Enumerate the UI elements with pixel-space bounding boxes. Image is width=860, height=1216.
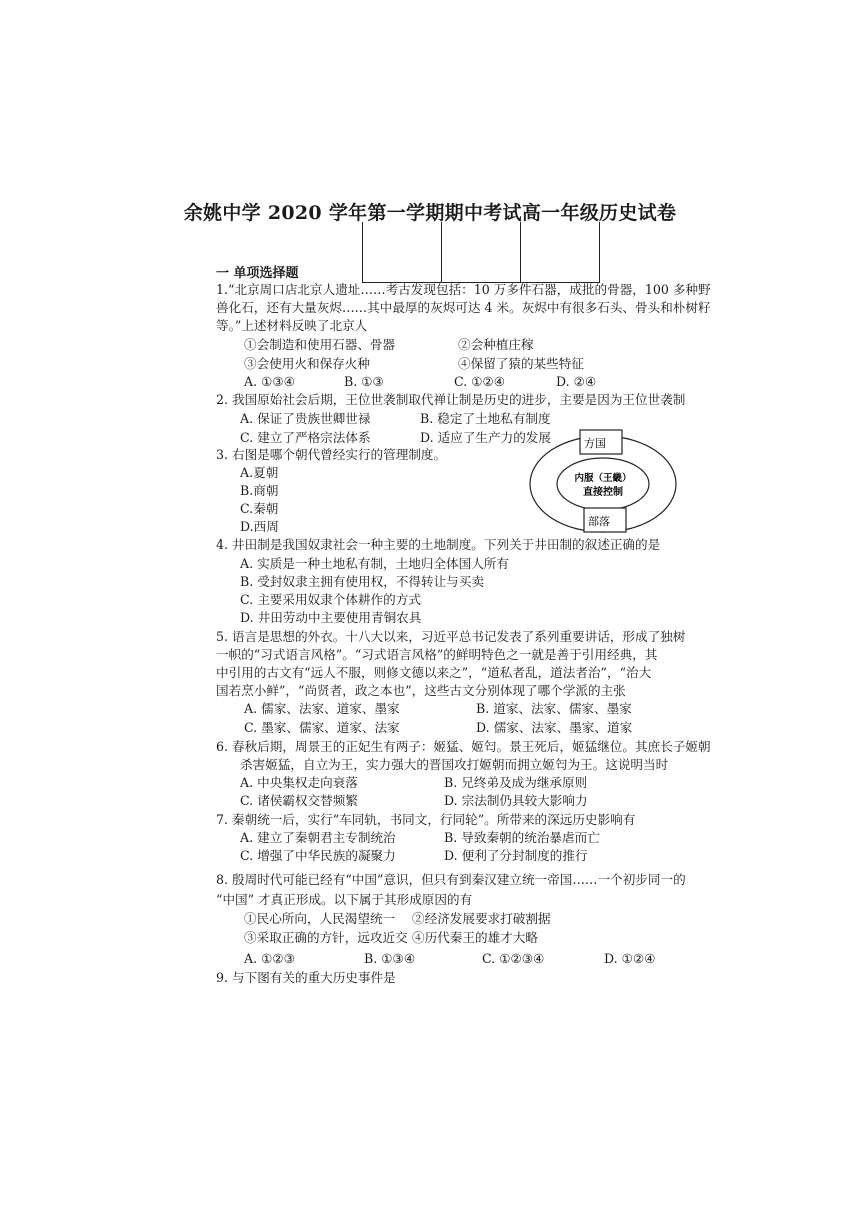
- question-line: A. 建立了秦朝君主专制统治: [240, 830, 396, 845]
- exam-title: 余姚中学 2020 学年第一学期期中考试高一年级历史试卷: [183, 202, 677, 224]
- question-line: B. ①③: [344, 374, 384, 389]
- score-table: [362, 222, 600, 283]
- question-line: D. 便利了分封制度的推行: [444, 848, 588, 863]
- question-line: C. ①②④: [454, 374, 506, 389]
- question-line: 7. 秦朝统一后，实行“车同轨，书同文，行同轮”。所带来的深远历史影响有: [216, 812, 636, 827]
- question-line: D. 儒家、法家、墨家、道家: [476, 720, 633, 735]
- question-line: D. 宗法制仍具较大影响力: [444, 793, 588, 808]
- question-line: 1.“北京周口店北京人遗址……考古发现包括：10 万多件石器，成批的骨器，100 多种野: [216, 282, 711, 297]
- diagram-center-line2: 直接控制: [583, 487, 623, 498]
- question-line: B. 导致秦朝的统治暴虐而亡: [444, 830, 600, 845]
- question-line: C. ①②③④: [482, 951, 545, 966]
- inner-ring: [557, 458, 649, 510]
- score-cell: [363, 222, 442, 282]
- question-line: 9. 与下图有关的重大历史事件是: [216, 970, 396, 985]
- question-line: C. 增强了中华民族的凝聚力: [240, 848, 396, 863]
- question-line: 2. 我国原始社会后期，王位世袭制取代禅让制是历史的进步，主要是因为王位世袭制: [216, 392, 686, 407]
- diagram-bottom-label: 部落: [588, 515, 610, 528]
- question-line: 兽化石，还有大量灰烬……其中最厚的灰烬可达 4 米。灰烬中有很多石头、骨头和朴树籽: [216, 300, 711, 315]
- question-line: C. 墨家、儒家、道家、法家: [244, 720, 400, 735]
- question-line: C. 诸侯霸权交替频繁: [240, 793, 358, 808]
- question-line: 杀害姬猛，自立为王，实力强大的晋国攻打姬朝而拥立姬匄为王。这说明当时: [240, 757, 669, 772]
- question-line: A. 保证了贵族世卿世禄: [240, 411, 371, 426]
- question-line: 一帜的“习式语言风格”。“习式语言风格”的鲜明特色之一就是善于引用经典，其: [216, 647, 658, 662]
- question-line: 8. 殷周时代可能已经有“中国”意识，但只有到秦汉建立统一帝国……一个初步同一的: [216, 872, 686, 887]
- question-line: 4. 井田制是我国奴隶社会一种主要的土地制度。下列关于井田制的叙述正确的是: [216, 537, 661, 552]
- question-line: A. ①③④: [244, 374, 295, 389]
- question-line: B. 兄终弟及成为继承原则: [444, 775, 588, 790]
- section-heading: 一 单项选择题: [216, 266, 299, 281]
- question-line: A.夏朝: [240, 465, 279, 480]
- score-cell: [521, 222, 599, 282]
- question-line: ①民心所向，人民渴望统一: [244, 911, 396, 926]
- question-line: 国若烹小鲜”，“尚贤者，政之本也”，这些古文分别体现了哪个学派的主张: [216, 683, 626, 698]
- question-line: A. 儒家、法家、道家、墨家: [244, 701, 400, 716]
- question-line: ④保留了猿的某些特征: [458, 356, 584, 371]
- question-line: A. 实质是一种土地私有制，土地归全体国人所有: [240, 556, 509, 571]
- question-line: C. 建立了严格宗法体系: [240, 430, 371, 445]
- question-line: 等。”上述材料反映了北京人: [216, 318, 368, 333]
- question-line: B. 稳定了土地私有制度: [420, 411, 551, 426]
- question-line: A. 中央集权走向衰落: [240, 775, 358, 790]
- question-line: ③采取正确的方针，远攻近交: [244, 930, 408, 945]
- governance-diagram: [528, 428, 678, 536]
- question-line: ②会种植庄稼: [458, 337, 534, 352]
- question-line: ④历代秦王的雄才大略: [412, 930, 538, 945]
- question-line: 中引用的古文有“远人不服，则修文德以来之”，“道私者乱，道法者治”，“治大: [216, 665, 652, 680]
- question-line: C. 主要采用奴隶个体耕作的方式: [240, 592, 421, 607]
- question-line: D. 井田劳动中主要使用青铜农具: [240, 610, 422, 625]
- question-line: B. 道家、法家、儒家、墨家: [476, 701, 632, 716]
- question-line: 3. 右图是哪个朝代曾经实行的管理制度。: [216, 447, 447, 462]
- question-line: ③会使用火和保存火种: [244, 356, 370, 371]
- question-line: D. ①②④: [604, 951, 656, 966]
- question-line: D.西周: [240, 519, 279, 534]
- question-line: D. 适应了生产力的发展: [420, 430, 551, 445]
- score-cell: [442, 222, 521, 282]
- question-line: B.商朝: [240, 483, 279, 498]
- question-line: ②经济发展要求打破割据: [412, 911, 551, 926]
- question-line: “中国” 才真正形成。以下属于其形成原因的有: [216, 892, 473, 907]
- question-line: 5. 语言是思想的外衣。十八大以来，习近平总书记发表了系列重要讲话，形成了独树: [216, 629, 686, 644]
- question-line: D. ②④: [556, 374, 597, 389]
- diagram-center-line1: 内服（王畿）: [574, 473, 632, 484]
- question-line: 6. 春秋后期，周景王的正妃生有两子：姬猛、姬匄。景王死后，姬猛继位。其庶长子姬朝: [216, 739, 711, 754]
- question-line: A. ①②③: [244, 951, 295, 966]
- diagram-top-label: 方国: [584, 437, 606, 450]
- question-line: B. 受封奴隶主拥有使用权，不得转让与买卖: [240, 574, 484, 589]
- question-line: C.秦朝: [240, 501, 279, 516]
- question-line: ①会制造和使用石器、骨器: [244, 337, 396, 352]
- question-line: B. ①③④: [364, 951, 416, 966]
